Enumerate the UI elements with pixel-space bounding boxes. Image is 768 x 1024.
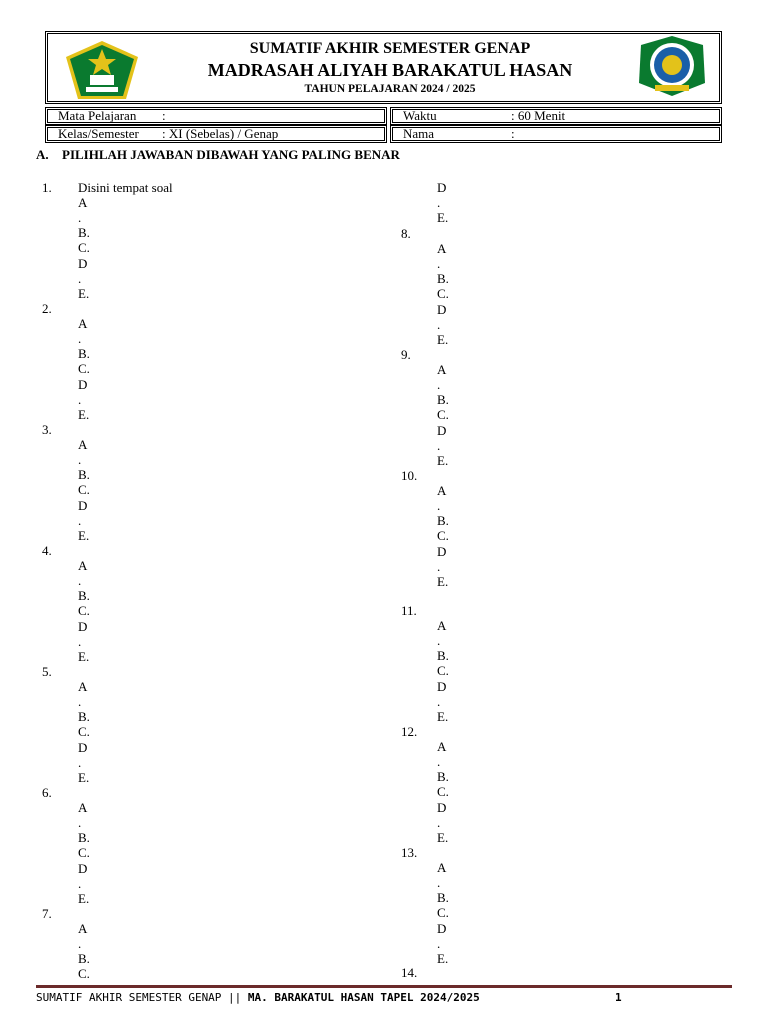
option-e: E.: [78, 407, 90, 422]
option-a: A: [437, 241, 447, 256]
option-c: C.: [78, 966, 90, 981]
option-e: E.: [78, 770, 90, 785]
option-c: C.: [437, 905, 449, 920]
option-d: D: [437, 302, 447, 317]
option-b: B.: [78, 709, 90, 724]
option-b: B.: [437, 271, 449, 286]
section-heading: PILIHLAH JAWABAN DIBAWAH YANG PALING BENAR: [62, 147, 400, 162]
option-dot: .: [437, 317, 441, 332]
option-dot: .: [78, 452, 82, 467]
option-a: A: [78, 679, 88, 694]
option-a: A: [78, 921, 88, 936]
option-dot: .: [437, 498, 441, 513]
option-b: B.: [78, 225, 90, 240]
option-dot: .: [437, 694, 441, 709]
option-a: A: [437, 860, 447, 875]
option-dot: .: [437, 815, 441, 830]
option-b: B.: [78, 951, 90, 966]
option-a: A: [437, 618, 447, 633]
question-number: 4.: [42, 543, 52, 558]
waktu-label: Waktu: [403, 108, 437, 123]
option-c: C.: [437, 784, 449, 799]
option-e: E.: [78, 649, 90, 664]
option-b: B.: [78, 346, 90, 361]
section-letter: A.: [36, 147, 49, 162]
mapel-label: Mata Pelajaran: [58, 108, 137, 123]
option-dot: .: [437, 195, 441, 210]
footer-rule: [36, 985, 732, 988]
footer-left: SUMATIF AKHIR SEMESTER GENAP ||: [36, 991, 248, 1004]
option-dot: .: [437, 377, 441, 392]
option-e: E.: [78, 528, 90, 543]
question-number: 3.: [42, 422, 52, 437]
madrasah-logo: [637, 35, 707, 97]
option-e: E.: [437, 332, 449, 347]
option-c: C.: [78, 845, 90, 860]
option-dot: .: [437, 256, 441, 271]
option-c: C.: [78, 724, 90, 739]
header-title-1: SUMATIF AKHIR SEMESTER GENAP: [249, 40, 531, 57]
option-a: A: [78, 558, 88, 573]
nama-label: Nama: [403, 126, 435, 141]
option-dot: .: [78, 210, 82, 225]
header-title-3: TAHUN PELAJARAN 2024 / 2025: [304, 83, 476, 95]
option-dot: .: [78, 331, 82, 346]
option-d: D: [437, 679, 447, 694]
question-number: 12.: [401, 724, 418, 739]
option-dot: .: [437, 559, 441, 574]
question-number: 10.: [401, 468, 418, 483]
question-number: 7.: [42, 906, 52, 921]
option-b: B.: [78, 467, 90, 482]
option-dot: .: [78, 271, 82, 286]
option-dot: .: [78, 634, 82, 649]
kelas-value: : XI (Sebelas) / Genap: [162, 126, 279, 141]
option-dot: .: [78, 513, 82, 528]
option-c: C.: [78, 603, 90, 618]
option-dot: .: [437, 438, 441, 453]
nama-box: [390, 125, 722, 143]
option-d: D: [78, 861, 88, 876]
option-d: D: [78, 740, 88, 755]
option-dot: .: [78, 573, 82, 588]
option-d: D: [437, 800, 447, 815]
question-number: 11.: [401, 603, 417, 618]
option-e: E.: [437, 951, 449, 966]
option-d: D: [78, 256, 88, 271]
option-e: E.: [437, 453, 449, 468]
option-dot: .: [78, 936, 82, 951]
option-c: C.: [78, 482, 90, 497]
nama-value: :: [511, 126, 515, 141]
option-a: A: [78, 195, 88, 210]
question-number: 9.: [401, 347, 411, 362]
option-c: C.: [437, 663, 449, 678]
option-b: B.: [78, 588, 90, 603]
option-dot: .: [78, 815, 82, 830]
section-title: [36, 147, 400, 162]
question-number: 2.: [42, 301, 52, 316]
option-dot: .: [78, 755, 82, 770]
option-a: A: [78, 800, 88, 815]
option-e: E.: [78, 286, 90, 301]
waktu-value: : 60 Menit: [511, 108, 566, 123]
option-c: C.: [437, 528, 449, 543]
option-d: D: [78, 377, 88, 392]
option-d: D: [437, 544, 447, 559]
kemenag-logo: [64, 39, 140, 103]
option-dot: .: [437, 875, 441, 890]
option-dot: .: [78, 392, 82, 407]
option-e: E.: [437, 210, 449, 225]
question-text: Disini tempat soal: [78, 180, 173, 195]
question-number: 8.: [401, 226, 411, 241]
option-e: E.: [437, 574, 449, 589]
option-a: A: [437, 739, 447, 754]
option-a: A: [78, 316, 88, 331]
footer-bold: MA. BARAKATUL HASAN TAPEL 2024/2025: [247, 991, 480, 1004]
option-c: C.: [78, 240, 90, 255]
option-d: D: [78, 498, 88, 513]
option-e: E.: [437, 709, 449, 724]
option-d: D: [437, 921, 447, 936]
option-c: C.: [437, 407, 449, 422]
option-d: D: [437, 423, 447, 438]
option-e: E.: [437, 830, 449, 845]
question-number: 5.: [42, 664, 52, 679]
page-number: 1: [615, 991, 622, 1004]
question-number: 6.: [42, 785, 52, 800]
option-a: A: [437, 483, 447, 498]
option-d: D: [437, 180, 447, 195]
option-d: D: [78, 619, 88, 634]
header-title-2: MADRASAH ALIYAH BARAKATUL HASAN: [207, 60, 573, 80]
option-dot: .: [437, 754, 441, 769]
option-dot: .: [437, 633, 441, 648]
option-a: A: [437, 362, 447, 377]
footer-text: [36, 991, 480, 1005]
kelas-label: Kelas/Semester: [58, 126, 139, 141]
option-b: B.: [437, 769, 449, 784]
option-b: B.: [437, 513, 449, 528]
question-number: 1.: [42, 180, 52, 195]
option-a: A: [78, 437, 88, 452]
question-number: 14.: [401, 965, 418, 980]
option-b: B.: [78, 830, 90, 845]
option-dot: .: [78, 694, 82, 709]
option-c: C.: [78, 361, 90, 376]
option-e: E.: [78, 891, 90, 906]
option-c: C.: [437, 286, 449, 301]
mapel-value: :: [162, 108, 166, 123]
question-number: 13.: [401, 845, 418, 860]
option-dot: .: [437, 936, 441, 951]
option-b: B.: [437, 890, 449, 905]
option-b: B.: [437, 392, 449, 407]
option-b: B.: [437, 648, 449, 663]
option-dot: .: [78, 876, 82, 891]
